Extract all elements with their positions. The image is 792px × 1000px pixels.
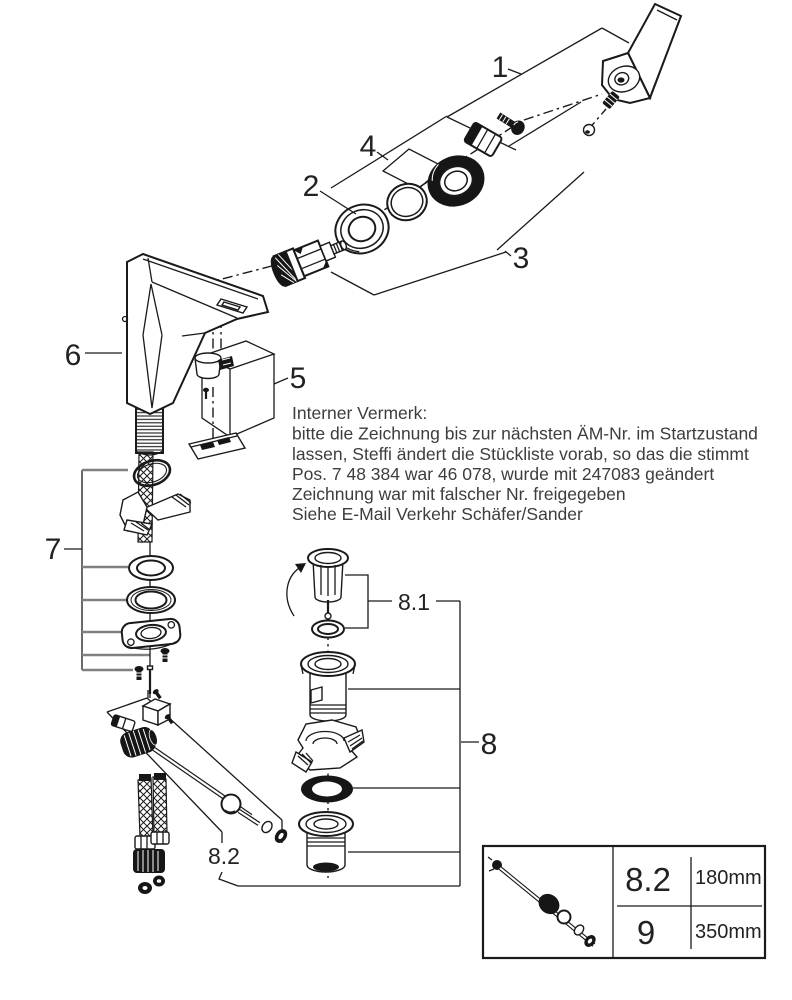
size-table bbox=[483, 846, 765, 958]
cartridge-cap bbox=[420, 147, 493, 215]
washer-1 bbox=[129, 556, 173, 580]
o-ring-4 bbox=[382, 178, 432, 226]
table-pos-8-2: 8.2 bbox=[625, 861, 671, 898]
drain-bottom-nut bbox=[299, 812, 353, 872]
note-line-5: Zeichnung war mit falscher Nr. freigegeben bbox=[292, 484, 626, 504]
handle-lever bbox=[602, 4, 681, 103]
o-ring-8-1 bbox=[312, 621, 344, 638]
callout-3: 3 bbox=[512, 242, 530, 275]
note-line-2: bitte die Zeichnung bis zur nächsten ÄM-Nr. im Startzustand bbox=[292, 423, 758, 444]
note-line-4: Pos. 7 48 384 war 46 078, wurde mit 247083 geändert bbox=[292, 464, 715, 484]
flange-screw-left bbox=[135, 666, 144, 680]
note-line-3: lassen, Steffi ändert die Stückliste vorab, so das die stimmt bbox=[292, 444, 749, 464]
drain-gasket bbox=[301, 776, 353, 803]
note-line-1: Interner Vermerk: bbox=[292, 403, 428, 423]
guide-pin bbox=[148, 666, 153, 694]
drain-flange-top bbox=[301, 652, 355, 721]
callout-1: 1 bbox=[491, 51, 509, 84]
callout-5: 5 bbox=[289, 362, 307, 395]
table-len-350: 350mm bbox=[695, 921, 762, 943]
pull-rod bbox=[154, 749, 290, 845]
callout-8-2: 8.2 bbox=[208, 843, 240, 869]
washer-2 bbox=[127, 587, 175, 613]
faucet-body bbox=[123, 254, 269, 414]
hose-connectors bbox=[133, 773, 169, 894]
callout-2: 2 bbox=[302, 170, 320, 203]
mounting-plate bbox=[189, 433, 245, 459]
table-pos-9: 9 bbox=[636, 914, 656, 951]
flange-screw-right bbox=[161, 648, 170, 662]
drain-plug bbox=[308, 549, 348, 619]
rotation-arrow bbox=[287, 563, 306, 616]
note-line-6: Siehe E-Mail Verkehr Schäfer/Sander bbox=[292, 504, 583, 524]
aerator-screw bbox=[203, 388, 209, 399]
check-ball bbox=[584, 125, 595, 136]
spout-holder-bracket bbox=[120, 492, 191, 535]
callout-6: 6 bbox=[64, 339, 82, 372]
callout-8: 8 bbox=[480, 728, 498, 761]
mounting-flange bbox=[121, 618, 182, 652]
callout-7: 7 bbox=[44, 533, 62, 566]
callout-8-1: 8.1 bbox=[398, 589, 430, 615]
callout-4: 4 bbox=[359, 130, 377, 163]
drain-clip-cone bbox=[292, 720, 364, 772]
internal-note bbox=[292, 403, 758, 524]
table-len-180: 180mm bbox=[695, 867, 762, 889]
rod-side-cylinder bbox=[111, 715, 135, 732]
aerator-insert bbox=[195, 353, 234, 379]
handle-screw bbox=[494, 109, 527, 137]
